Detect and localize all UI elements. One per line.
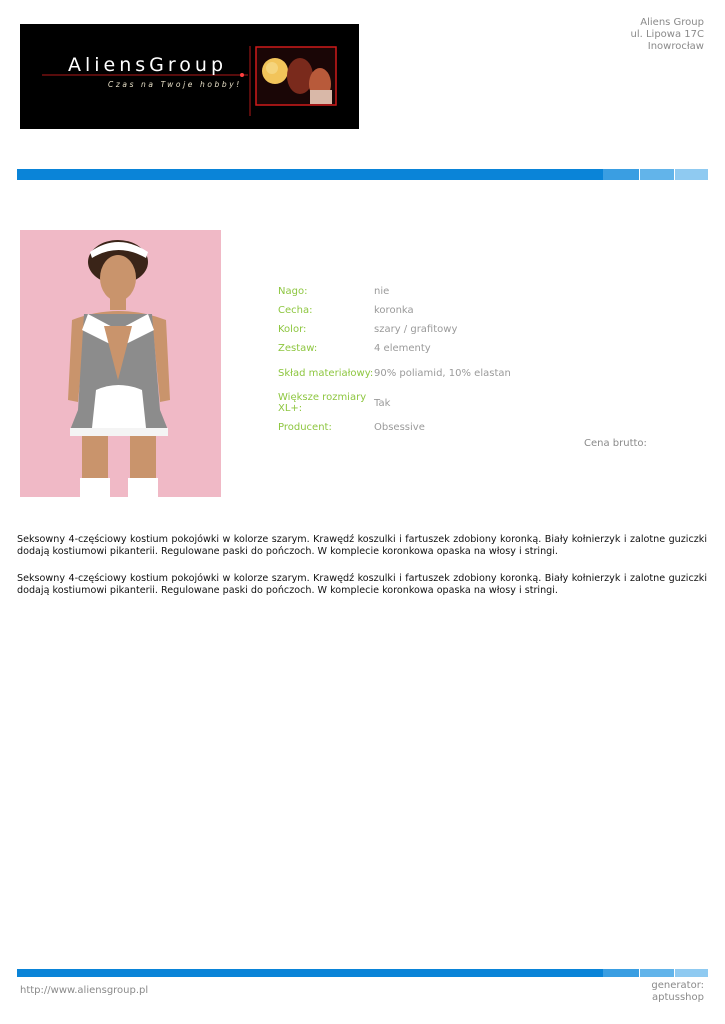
product-image (20, 230, 221, 497)
spec-value: 90% poliamid, 10% elastan (374, 367, 511, 379)
generator-name: aptusshop (652, 992, 704, 1003)
spec-label: Skład materiałowy: (278, 367, 374, 379)
spec-row (278, 282, 538, 301)
footer-website-link[interactable]: http://www.aliensgroup.pl (20, 985, 149, 996)
product-description: Seksowny 4-częściowy kostium pokojówki w kolorze szarym. Krawędź koszulki i fartuszek zdobiony koronką. Biały kołnierzyk i zalotne guziczki dodają kostiumowi pikanterii. Regulowane paski do pończoch. W komplecie koronkowa opaska na włosy i stringi. (17, 573, 707, 596)
product-specs-table (278, 282, 538, 437)
company-address (631, 17, 704, 53)
header-divider-bar (17, 169, 708, 180)
spec-row (278, 301, 538, 320)
logo-brand-text: AliensGroup (68, 54, 228, 76)
generator-credit (651, 980, 704, 1004)
spec-value: Tak (374, 397, 391, 409)
spec-value: szary / grafitowy (374, 324, 458, 335)
spec-row (278, 388, 538, 418)
company-name: Aliens Group (640, 17, 704, 28)
footer-divider-bar (17, 969, 708, 977)
spec-value: koronka (374, 305, 414, 316)
spec-value: 4 elementy (374, 343, 431, 354)
product-description: Seksowny 4-częściowy kostium pokojówki w kolorze szarym. Krawędź koszulki i fartuszek zdobiony koronką. Biały kołnierzyk i zalotne guziczki dodają kostiumowi pikanterii. Regulowane paski do pończoch. W komplecie koronkowa opaska na włosy i stringi. (17, 534, 707, 557)
spec-row (278, 320, 538, 339)
spec-label: Kolor: (278, 324, 307, 335)
spec-label: Większe rozmiary XL+: (278, 392, 367, 414)
spec-label: Cecha: (278, 305, 313, 316)
spec-value: nie (374, 286, 390, 297)
generator-label: generator: (651, 980, 704, 991)
spec-label: Zestaw: (278, 343, 318, 354)
logo-tagline: Czas na Twoje hobby! (108, 80, 242, 89)
spec-row (278, 358, 538, 388)
price-label: Cena brutto: (584, 438, 647, 449)
spec-row (278, 418, 538, 437)
company-city: Inowrocław (647, 41, 704, 52)
spec-value: Obsessive (374, 422, 425, 433)
spec-label: Producent: (278, 422, 332, 433)
company-logo (20, 24, 359, 129)
spec-row (278, 339, 538, 358)
company-street: ul. Lipowa 17C (630, 29, 704, 40)
spec-label: Nago: (278, 286, 308, 297)
logo-decoration (20, 24, 359, 129)
